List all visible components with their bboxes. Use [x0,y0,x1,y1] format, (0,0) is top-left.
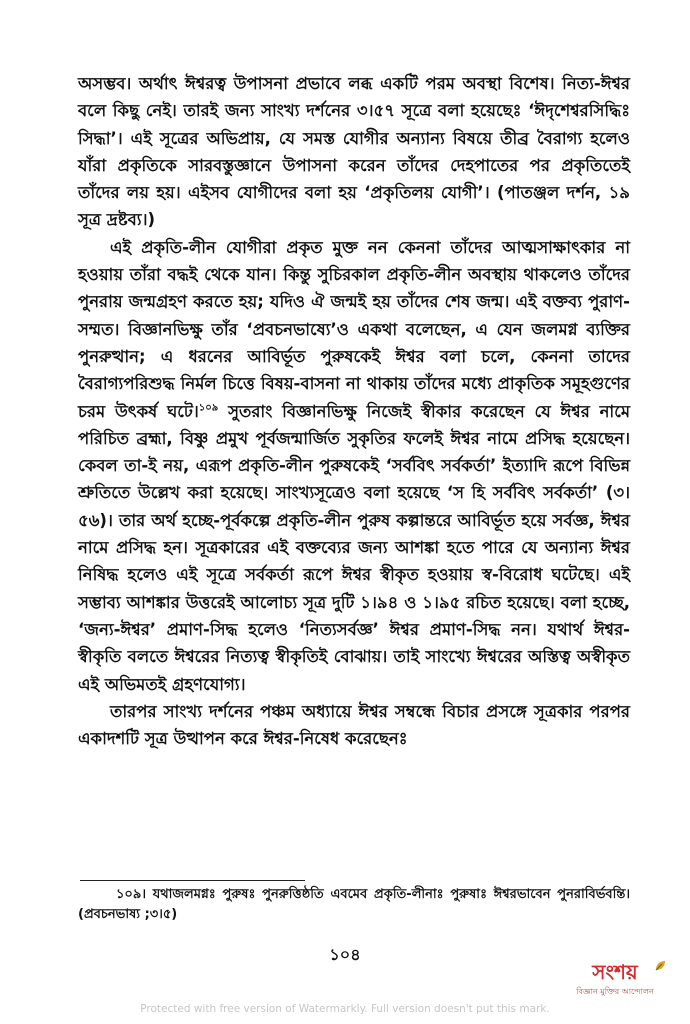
paragraph-2 [78,234,630,698]
leaf-icon [654,960,666,972]
brand-tagline: বিজ্ঞান মুক্তির আন্দোলন [576,987,654,996]
paragraph-3: তারপর সাংখ্য দর্শনের পঞ্চম অধ্যায়ে ঈশ্বর সম্বন্ধে বিচার প্রসঙ্গে সূত্রকার পরপর একাদশটি সূত্র উত্থাপন করে ঈশ্বর-নিষেধ করেছেনঃ [78,701,630,749]
footnote [78,885,630,925]
brand-logo [558,958,672,1006]
page-number: ১০৪ [329,945,361,964]
watermark: Protected with free version of Watermarkly. Full version doesn't put this mark. [140,1003,550,1015]
footnote-text: ১০৯। যথাজলমগ্নঃ পুরুষঃ পুনরুত্তিষ্ঠতি এবমেব প্রকৃতি-লীনাঃ পুরুষাঃ ঈশ্বরভাবেন পুনরাবির্ভবন্তি। (প্রবচনভাষ্য ;৩।৫) [78,887,630,922]
main-text [78,70,630,752]
footnote-reference: ১০৯ [198,402,219,414]
paragraph-1: অসম্ভব। অর্থাৎ ঈশ্বরত্ব উপাসনা প্রভাবে লব্ধ একটি পরম অবস্থা বিশেষ। নিত্য-ঈশ্বর বলে কিছু নেই। তারই জন্য সাংখ্য দর্শনের ৩।৫৭ সূত্রে বলা হয়েছেঃ ‘ঈদৃশেশ্বরসিদ্ধিঃ সিদ্ধা’। এই সূত্রের অভিপ্রায়, যে সমস্ত যোগীর অন্যান্য বিষয়ে তীব্র বৈরাগ্য হলেও যাঁরা প্রকৃতিকে সারবস্তুজ্ঞানে উপাসনা করেন তাঁদের দেহপাতের পর প্রকৃতিতেই তাঁদের লয় হয়। এইসব যোগীদের বলা হয় ‘প্রকৃতিলয় যোগী’। (পাতঞ্জল দর্শন, ১৯ সূত্র দ্রষ্টব্য।) [78,74,630,230]
paragraph-2-text: এই প্রকৃতি-লীন যোগীরা প্রকৃত মুক্ত নন কেননা তাঁদের আত্মসাক্ষাৎকার না হওয়ায় তাঁরা বদ্ধই থেকে যান। কিন্তু সুচিরকাল প্রকৃতি-লীন অবস্থায় থাকলেও তাঁদের পুনরায় জন্মগ্রহণ করতে হয়; যদিও ঐ জন্মই হয় তাঁদের শেষ জন্ম। এই বক্তব্য পুরাণ-সম্মত। বিজ্ঞানভিক্ষু তাঁর ‘প্রবচনভাষ্যে’ও একথা বলেছেন, এ যেন জলমগ্ন ব্যক্তির পুনরুত্থান; এ ধরনের আবির্ভূত পুরুষকেই ঈশ্বর বলা চলে, কেননা তাদের বৈরাগ্যপরিশুদ্ধ নির্মল চিত্তে বিষয়-বাসনা না থাকায় তাঁদের মধ্যে প্রাকৃতিক সমূহগুণের চরম উৎকর্ষ ঘটে। [78,237,630,421]
paragraph-2-continued: সুতরাং বিজ্ঞানভিক্ষু নিজেই স্বীকার করেছেন যে ঈশ্বর নামে পরিচিত ব্রহ্মা, বিষ্ণু প্রমুখ পূর্বজন্মার্জিত সুকৃতির ফলেই ঈশ্বর নামে প্রসিদ্ধ হয়েছেন। কেবল তা-ই নয়, এরূপ প্রকৃতি-লীন পুরুষকেই ‘সর্ববিৎ সর্বকর্তা’ ইত্যাদি রূপে বিভিন্ন শ্রুতিতে উল্লেখ করা হয়েছে। সাংখ্যসূত্রেও বলা হয়েছে ‘স হি সর্ববিৎ সর্বকর্তা’ (৩।৫৬)। তার অর্থ হচ্ছে-পূর্বকল্পে প্রকৃতি-লীন পুরুষ কল্পান্তরে আবির্ভূত হয়ে সর্বজ্ঞ, ঈশ্বর নামে প্রসিদ্ধ হন। সূত্রকারের এই বক্তব্যের জন্য আশঙ্কা হতে পারে যে অন্যান্য ঈশ্বর নিষিদ্ধ হলেও এই সূত্রে সর্বকর্তা রূপে ঈশ্বর স্বীকৃত হওয়ায় স্ব-বিরোধ ঘটেছে। এই সম্ভাব্য আশঙ্কার উত্তরেই আলোচ্য সূত্র দুটি ১।৯৪ ও ১।৯৫ রচিত হয়েছে। বলা হচ্ছে, ‘জন্য-ঈশ্বর’ প্রমাণ-সিদ্ধ হলেও ‘নিত্যসর্বজ্ঞ’ ঈশ্বর প্রমাণ-সিদ্ধ নন। যথার্থ ঈশ্বর-স্বীকৃতি বলতে ঈশ্বরের নিত্যত্ব স্বীকৃতিই বোঝায়। তাই সাংখ্যে ঈশ্বরের অস্তিত্ব অস্বীকৃত এই অভিমতই গ্রহণযোগ্য। [78,401,630,694]
brand-name: সংশয় [592,960,638,984]
footnote-divider [80,880,305,881]
